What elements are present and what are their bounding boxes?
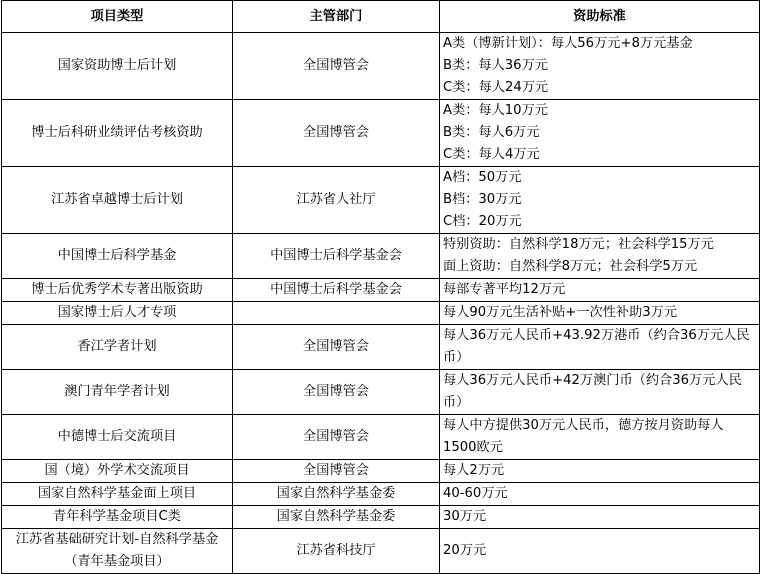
table-row xyxy=(2,529,760,574)
cell-department: 国家自然科学基金委 xyxy=(233,483,440,506)
cell-project-type: 江苏省基础研究计划-自然科学基金（青年基金项目） xyxy=(2,529,233,574)
table-row xyxy=(2,302,760,325)
cell-project-type: 青年科学基金项目C类 xyxy=(2,506,233,529)
cell-project-type: 中国博士后科学基金 xyxy=(2,234,233,279)
funding-standard-line: 40-60万元 xyxy=(443,486,508,501)
cell-department: 国家自然科学基金委 xyxy=(233,506,440,529)
cell-project-type: 澳门青年学者计划 xyxy=(2,370,233,415)
cell-project-type: 国家自然科学基金面上项目 xyxy=(2,483,233,506)
cell-funding-standard xyxy=(440,234,760,279)
cell-project-type: 国家资助博士后计划 xyxy=(2,33,233,100)
cell-department: 全国博管会 xyxy=(233,370,440,415)
cell-department: 中国博士后科学基金会 xyxy=(233,234,440,279)
funding-standard-line: C档：20万元 xyxy=(443,214,522,229)
cell-project-type: 国（境）外学术交流项目 xyxy=(2,460,233,483)
table-row xyxy=(2,370,760,415)
table-row xyxy=(2,234,760,279)
table-body xyxy=(2,33,760,574)
table-row xyxy=(2,506,760,529)
funding-standard-line: C类：每人4万元 xyxy=(443,147,540,162)
funding-standard-line: 30万元 xyxy=(443,509,487,524)
funding-standard-line: 特别资助：自然科学18万元；社会科学15万元 xyxy=(443,237,714,252)
cell-funding-standard xyxy=(440,302,760,325)
funding-standard-line: A类：每人10万元 xyxy=(443,103,548,118)
funding-table xyxy=(1,0,760,574)
cell-funding-standard: 每人36万元人民币+43.92万港币（约合36万元人民币） xyxy=(440,325,760,370)
funding-standard-line: B档：30万元 xyxy=(443,192,522,207)
cell-project-type: 江苏省卓越博士后计划 xyxy=(2,167,233,234)
table-row xyxy=(2,279,760,302)
header-department: 主管部门 xyxy=(233,1,440,33)
table-row xyxy=(2,167,760,234)
cell-funding-standard: 每人中方提供30万元人民币，德方按月资助每人1500欧元 xyxy=(440,415,760,460)
table-row xyxy=(2,100,760,167)
table-row xyxy=(2,415,760,460)
funding-standard-line: B类：每人36万元 xyxy=(443,58,548,73)
cell-department: 江苏省人社厅 xyxy=(233,167,440,234)
funding-standard-line: 每人2万元 xyxy=(443,463,505,478)
funding-standard-line: B类：每人6万元 xyxy=(443,125,540,140)
funding-standard-line: C类：每人24万元 xyxy=(443,80,549,95)
funding-standard-line: 每部专著平均12万元 xyxy=(443,282,566,297)
table-row xyxy=(2,325,760,370)
cell-funding-standard xyxy=(440,279,760,302)
cell-funding-standard xyxy=(440,33,760,100)
header-funding-standard: 资助标准 xyxy=(440,1,760,33)
cell-funding-standard xyxy=(440,483,760,506)
cell-department: 全国博管会 xyxy=(233,460,440,483)
cell-department: 全国博管会 xyxy=(233,325,440,370)
cell-department: 中国博士后科学基金会 xyxy=(233,279,440,302)
cell-funding-standard xyxy=(440,460,760,483)
cell-department xyxy=(233,302,440,325)
funding-standard-line: 每人90万元生活补贴+一次性补助3万元 xyxy=(443,305,678,320)
cell-department: 全国博管会 xyxy=(233,33,440,100)
table-row xyxy=(2,460,760,483)
funding-standard-line: A档：50万元 xyxy=(443,170,522,185)
cell-funding-standard xyxy=(440,529,760,574)
cell-funding-standard: 每人36万元人民币+42万澳门币（约合36万元人民币） xyxy=(440,370,760,415)
cell-project-type: 博士后科研业绩评估考核资助 xyxy=(2,100,233,167)
table-row xyxy=(2,483,760,506)
cell-department: 江苏省科技厅 xyxy=(233,529,440,574)
cell-department: 全国博管会 xyxy=(233,100,440,167)
funding-standard-line: A类（博新计划）：每人56万元+8万元基金 xyxy=(443,36,693,51)
cell-project-type: 香江学者计划 xyxy=(2,325,233,370)
cell-funding-standard xyxy=(440,167,760,234)
cell-project-type: 国家博士后人才专项 xyxy=(2,302,233,325)
cell-department: 全国博管会 xyxy=(233,415,440,460)
funding-standard-line: 20万元 xyxy=(443,543,487,558)
cell-funding-standard xyxy=(440,100,760,167)
table-header-row xyxy=(2,1,760,33)
cell-project-type: 博士后优秀学术专著出版资助 xyxy=(2,279,233,302)
funding-standard-line: 面上资助：自然科学8万元；社会科学5万元 xyxy=(443,259,698,274)
cell-funding-standard xyxy=(440,506,760,529)
table-row xyxy=(2,33,760,100)
header-project-type: 项目类型 xyxy=(2,1,233,33)
cell-project-type: 中德博士后交流项目 xyxy=(2,415,233,460)
